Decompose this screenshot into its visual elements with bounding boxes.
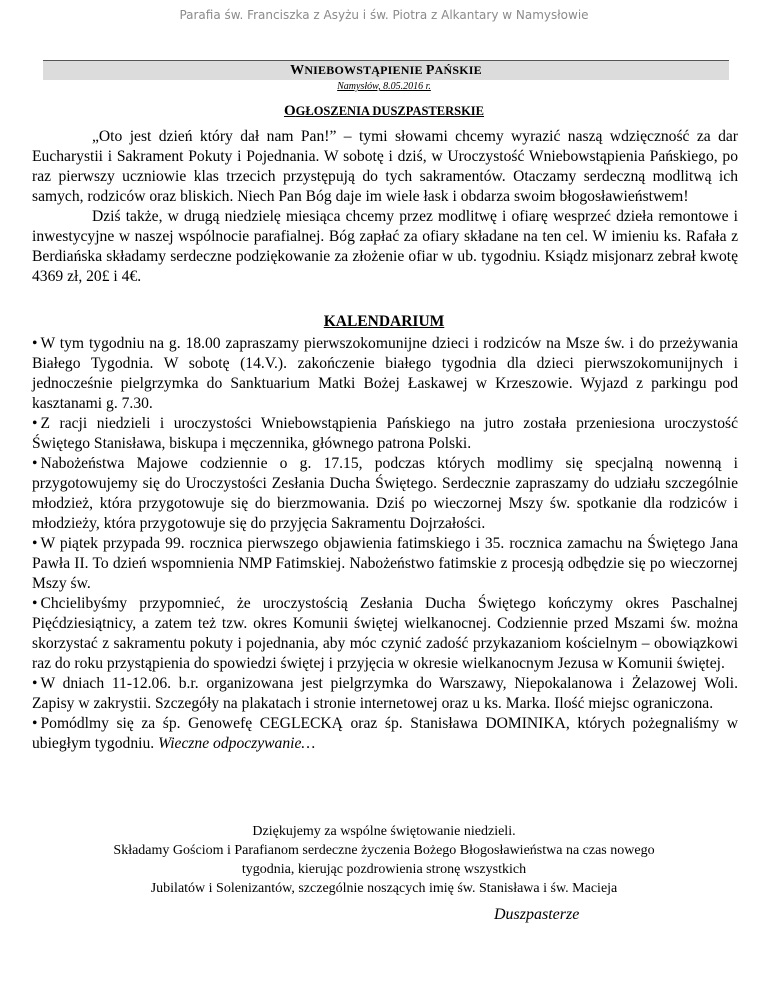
title-rest-1: NIEBOWSTĄPIENIE (304, 63, 426, 77)
bullet-icon: • (32, 675, 38, 692)
calendar-item (32, 454, 738, 534)
date-line: Namysłów, 8.05.2016 r. (337, 81, 431, 92)
calendar-item-italic: Wieczne odpoczywanie… (158, 735, 316, 752)
title-initial-2: P (425, 63, 435, 78)
announcement-paragraph: „Oto jest dzień który dał nam Pan!” – tymi słowami chcemy wyrazić naszą wdzięczność za dar Eucharystii i Sakrament Pokuty i Pojednania. W sobotę i dziś, w Uroczystość Wniebowstąpienia Pańskiego, po raz pierwszy uczniowie klas trzecich przystępują do tych sakramentów. Otaczamy serdeczną modlitwą ich samych, rodziców oraz bliskich. Niech Pan Bóg daje im wiele łask i obdarza swoim błogosławieństwem! (32, 128, 738, 205)
announcement-paragraph: Dziś także, w drugą niedzielę miesiąca chcemy przez modlitwę i ofiarę wesprzeć dzieła remontowe i inwestycyjne w naszej wspólnocie parafialnej. Bóg zapłać za ofiary składane na ten cel. W imieniu ks. Rafała z Berdiańska składamy serdeczne podziękowanie za złożenie ofiar w ub. tygodniu. Ksiądz misjonarz zebrał kwotę 4369 zł, 20£ i 4€. (32, 208, 738, 285)
bullet-icon: • (32, 715, 38, 732)
closing-line: Jubilatów i Solenizantów, szczególnie noszących imię św. Stanisława i św. Macieja (150, 881, 618, 896)
calendar-item-text: W dniach 11-12.06. b.r. organizowana jest pielgrzymka do Warszawy, Niepokalanowa i Żelazowej Woli. Zapisy w zakrystii. Szczegóły na plakatach i stronie internetowej oraz u ks. Marka. Ilość miejsc ograniczona. (32, 675, 738, 712)
closing-wishes (0, 822, 768, 898)
announcements-heading-initial: O (283, 103, 296, 119)
announcements-body (32, 127, 738, 287)
closing-line: Składamy Gościom i Parafianom serdeczne życzenia Bożego Błogosławieństwa na czas nowego (113, 843, 655, 858)
calendar-item-text: Nabożeństwa Majowe codziennie o g. 17.15, podczas których modlimy się specjalną nowenną i przygotowujemy się do Uroczystości Zesłania Ducha Świętego. Serdecznie zapraszamy do udziału szczególnie młodzież, która przygotowuje się do bierzmowania. Dziś po wieczornej Mszy św. spotkanie dla rodziców i młodzieży, która przygotowuje się do przyjęcia Sakramentu Dojrzałości. (32, 455, 738, 532)
calendar-item (32, 594, 738, 674)
calendar-item-text: Chcielibyśmy przypomnieć, że uroczystością Zesłania Ducha Świętego kończymy okres Paschalnej Pięćdziesiątnicy, a zatem też tzw. okres Komunii świętej wielkanocnej. Codziennie przed Mszami św. można skorzystać z sakramentu pokuty i pojednania, aby móc czynić zadość przykazaniom kościelnym – obowiązkowi raz do roku przystąpienia do spowiedzi świętej i przyjęcia w okresie wielkanocnym Jezusa w Komunii świętej. (32, 595, 738, 672)
title-rest-2: AŃSKIE (434, 63, 482, 77)
bullet-icon: • (32, 595, 38, 612)
signature: Duszpasterze (494, 906, 580, 923)
bullet-icon: • (32, 335, 38, 352)
calendar-item (32, 534, 738, 594)
calendar-item (32, 714, 738, 754)
calendar-item-text: W tym tygodniu na g. 18.00 zapraszamy pierwszokomunijne dzieci i rodziców na Msze św. i do przeżywania Białego Tygodnia. W sobotę (14.V.). zakończenie białego tygodnia dla dzieci pierwszokomunijnych i jednocześnie pielgrzymka do Sanktuarium Matki Bożej Łaskawej w Krzeszowie. Wyjazd z parkingu pod kasztanami g. 7.30. (32, 335, 738, 412)
announcements-heading-rest: GŁOSZENIA DUSZPASTERSKIE (295, 104, 485, 118)
title-initial-1: W (290, 63, 305, 78)
calendar-item-text: Z racji niedzieli i uroczystości Wniebowstąpienia Pańskiego na jutro została przeniesiona uroczystość Świętego Stanisława, biskupa i męczennika, głównego patrona Polski. (32, 415, 738, 452)
calendar-item (32, 674, 738, 714)
bullet-icon: • (32, 415, 38, 432)
bullet-icon: • (32, 535, 38, 552)
calendar-item (32, 414, 738, 454)
calendar-item-text: Pomódlmy się za śp. Genowefę CEGLECKĄ oraz śp. Stanisława DOMINIKA, których pożegnaliśmy w ubiegłym tygodniu. (32, 715, 738, 752)
parish-header: Parafia św. Franciszka z Asyżu i św. Piotra z Alkantary w Namysłowie (179, 8, 589, 22)
page-title (43, 60, 729, 80)
bullet-icon: • (32, 455, 38, 472)
announcements-heading (0, 103, 768, 120)
calendar-item-text: W piątek przypada 99. rocznica pierwszego objawienia fatimskiego i 35. rocznica zamachu na Świętego Jana Pawła II. To dzień wspomnienia NMP Fatimskiej. Nabożeństwo fatimskie z procesją odbędzie się po wieczornej Mszy św. (32, 535, 738, 592)
calendar-list (32, 334, 738, 754)
calendar-item (32, 334, 738, 414)
calendar-heading: KALENDARIUM (323, 313, 445, 330)
closing-line: Dziękujemy za wspólne świętowanie niedzieli. (252, 824, 516, 839)
closing-line: tygodnia, kierując pozdrowienia stronę wszystkich (241, 862, 527, 877)
